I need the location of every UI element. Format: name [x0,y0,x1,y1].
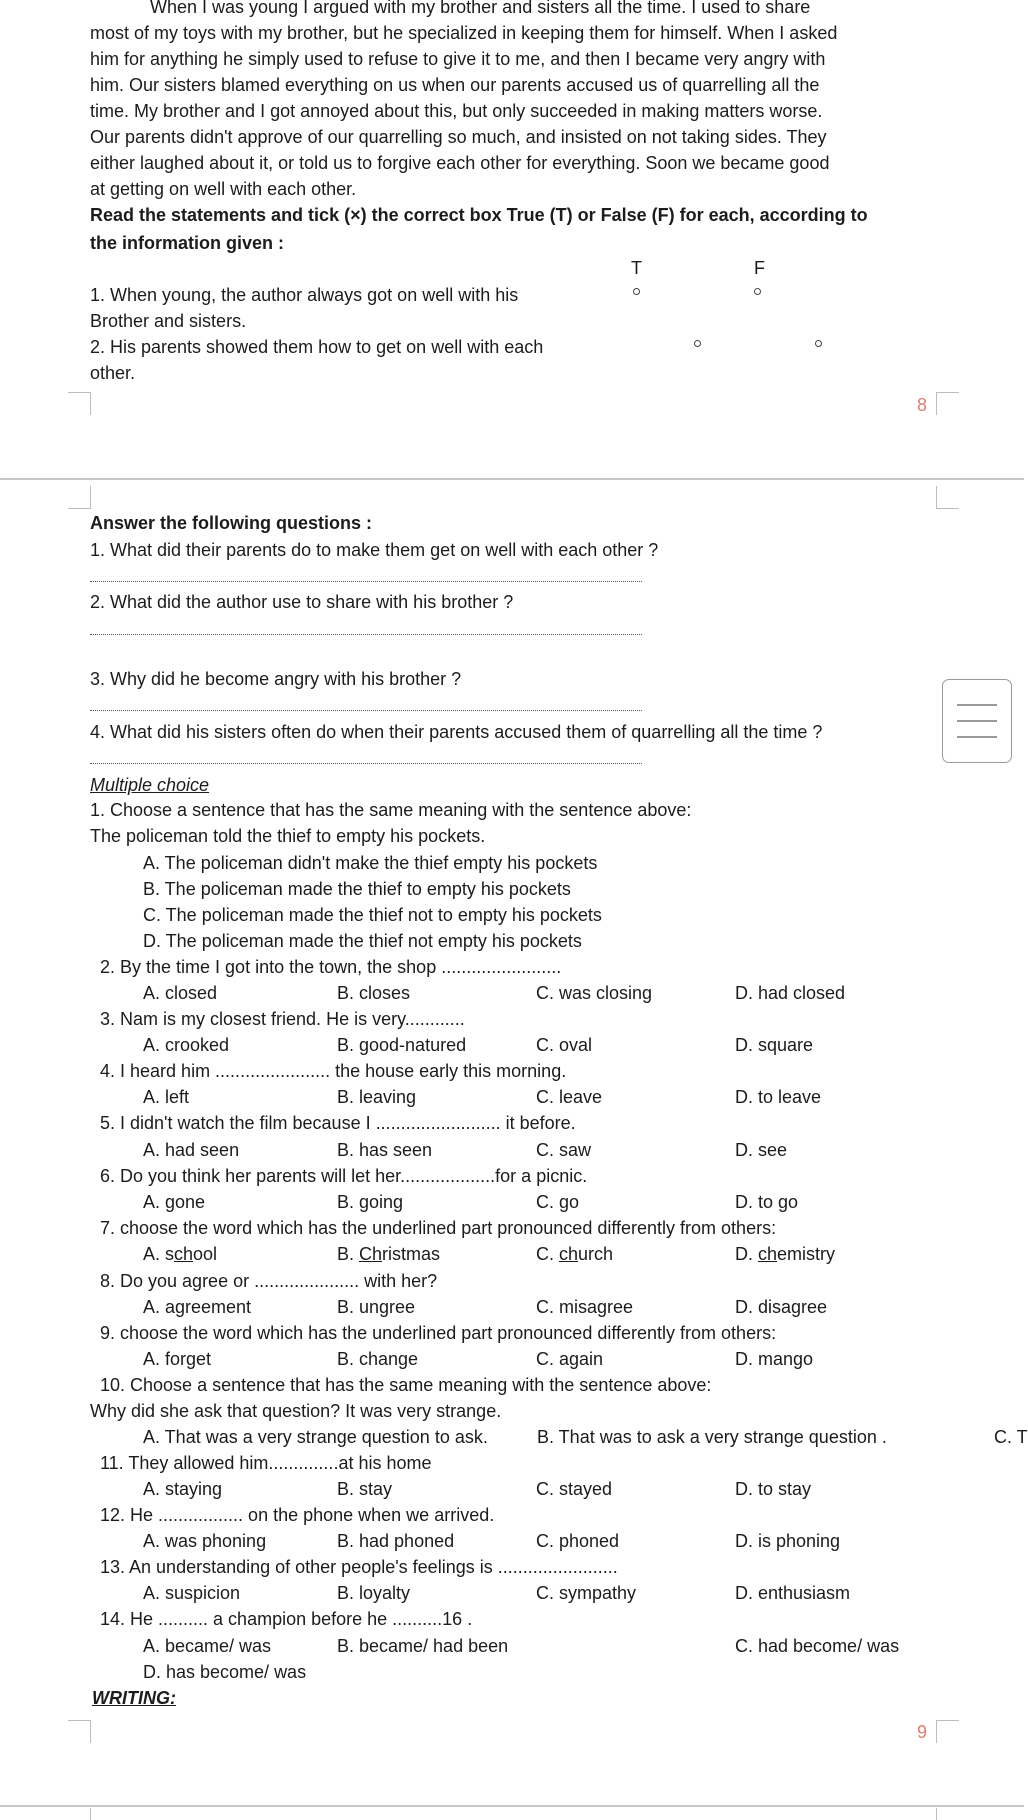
mc-option[interactable]: D. is phoning [735,1531,841,1551]
mc-option[interactable]: C. phoned [536,1531,620,1551]
mc-option[interactable]: D. The policeman made the thief not empty his pockets [143,931,582,951]
page-number: 8 [917,395,928,415]
mc-stem: 9. choose the word which has the underlined part pronounced differently from others: [100,1323,777,1343]
tf1-true-radio[interactable] [633,288,640,295]
writing-heading: WRITING: [92,1688,176,1708]
mc-stem: 8. Do you agree or ..................... with her? [100,1271,438,1291]
mc-option[interactable]: B. has seen [337,1140,433,1160]
mc-option[interactable] [735,1241,835,1267]
mc-option[interactable]: B. ungree [337,1297,416,1317]
multiple-choice-heading: Multiple choice [90,775,210,795]
underlined-part: ch [174,1244,194,1264]
question-text: 4. What did his sisters often do when their parents accused them of quarrelling all the time ? [90,722,823,742]
mc-stem: 1. Choose a sentence that has the same meaning with the sentence above: [90,800,692,820]
passage-line: When I was young I argued with my brother and sisters all the time. I used to share [150,0,811,17]
answer-line[interactable] [90,634,642,635]
mc-option[interactable]: C. misagree [536,1297,634,1317]
mc-stem: 2. By the time I got into the town, the shop ........................ [100,957,562,977]
mc-option[interactable]: A. left [143,1087,190,1107]
passage-line: at getting on well with each other. [90,179,357,199]
mc-option[interactable]: A. had seen [143,1140,240,1160]
text-lines-icon-bar [957,720,997,722]
mc-option[interactable]: C. again [536,1349,604,1369]
page-separator [0,478,1024,480]
mc-option[interactable]: D. to go [735,1192,799,1212]
mc-option[interactable]: C. had become/ was [735,1636,900,1656]
option-prefix: B. [337,1244,360,1264]
mc-stem: 13. An understanding of other people's feelings is ........................ [100,1557,618,1577]
mc-option[interactable]: A. forget [143,1349,212,1369]
page-corner-mark [936,392,959,415]
question-text: 3. Why did he become angry with his brother ? [90,669,462,689]
text-lines-button[interactable] [942,679,1012,763]
passage-line: Our parents didn't approve of our quarrelling so much, and insisted on not taking sides. They [90,127,827,147]
mc-stem: 14. He .......... a champion before he ..........16 . [100,1609,473,1629]
mc-option[interactable]: A. That was a very strange question to ask. [143,1427,488,1447]
option-prefix: A. s [143,1244,175,1264]
option-suffix: ool [193,1244,218,1264]
mc-option[interactable]: D. mango [735,1349,814,1369]
mc-option[interactable]: C. go [536,1192,580,1212]
text-lines-icon [957,704,997,706]
option-prefix: D. [735,1244,759,1264]
mc-option[interactable]: D. has become/ was [143,1662,307,1682]
page-corner-mark [68,392,91,415]
option-suffix: emistry [777,1244,836,1264]
mc-option[interactable]: B. The policeman made the thief to empty his pockets [143,879,571,899]
mc-option[interactable]: C. stayed [536,1479,613,1499]
tf-statement: Brother and sisters. [90,311,247,331]
column-true-label: T [631,258,642,278]
mc-option[interactable]: D. to leave [735,1087,822,1107]
question-text: 2. What did the author use to share with his brother ? [90,592,514,612]
question-text: 1. What did their parents do to make them get on well with each other ? [90,540,659,560]
mc-stem: 11. They allowed him..............at his home [100,1453,432,1473]
tf-instruction: the information given : [90,233,285,253]
mc-option[interactable]: A. gone [143,1192,206,1212]
questions-heading: Answer the following questions : [90,513,373,533]
mc-option[interactable]: D. disagree [735,1297,828,1317]
tf-statement: 1. When young, the author always got on well with his [90,285,519,305]
mc-option[interactable]: A. suspicion [143,1583,241,1603]
mc-option[interactable]: A. agreement [143,1297,252,1317]
mc-option[interactable]: A. became/ was [143,1636,272,1656]
mc-option[interactable]: C. sympathy [536,1583,637,1603]
mc-option[interactable]: C. T [994,1427,1028,1447]
mc-option[interactable]: A. crooked [143,1035,230,1055]
option-prefix: C. [536,1244,560,1264]
mc-option[interactable]: B. That was to ask a very strange question . [537,1427,887,1447]
tf1-false-radio[interactable] [754,288,761,295]
page-corner-mark [936,1808,937,1820]
passage-line: most of my toys with my brother, but he specialized in keeping them for himself. When I asked [90,23,838,43]
answer-line[interactable] [90,710,642,711]
tf-instruction: Read the statements and tick (×) the correct box True (T) or False (F) for each, according to [90,205,868,225]
mc-option[interactable]: B. going [337,1192,404,1212]
option-suffix: ristmas [382,1244,441,1264]
passage-line: either laughed about it, or told us to forgive each other for everything. Soon we became good [90,153,830,173]
mc-stem: 3. Nam is my closest friend. He is very............ [100,1009,465,1029]
page-corner-mark [90,1808,91,1820]
mc-option[interactable]: C. leave [536,1087,603,1107]
mc-option[interactable] [143,1241,217,1267]
mc-option[interactable]: C. oval [536,1035,593,1055]
column-false-label: F [754,258,765,278]
page-corner-mark [68,1720,91,1743]
mc-option[interactable]: C. saw [536,1140,592,1160]
page-separator [0,1805,1024,1807]
page-corner-mark [936,1720,959,1743]
passage-line: him for anything he simply used to refuse to give it to me, and then I became very angry with [90,49,826,69]
passage-line: him. Our sisters blamed everything on us when our parents accused us of quarrelling all the [90,75,820,95]
answer-line[interactable] [90,763,642,764]
mc-option[interactable]: D. see [735,1140,788,1160]
tf-statement: other. [90,363,136,383]
mc-option[interactable]: D. had closed [735,983,846,1003]
page-number: 9 [917,1722,928,1742]
mc-option[interactable]: A. The policeman didn't make the thief empty his pockets [143,853,598,873]
passage-line: time. My brother and I got annoyed about this, but only succeeded in making matters worse. [90,101,823,121]
page-corner-mark [936,486,959,509]
mc-option[interactable]: B. leaving [337,1087,417,1107]
mc-option[interactable]: B. had phoned [337,1531,455,1551]
mc-option[interactable]: B. good-natured [337,1035,467,1055]
mc-option[interactable]: B. loyalty [337,1583,411,1603]
mc-option[interactable]: C. was closing [536,983,653,1003]
answer-line[interactable] [90,581,642,582]
mc-option[interactable]: B. closes [337,983,411,1003]
option-suffix: urch [578,1244,614,1264]
underlined-part: ch [758,1244,778,1264]
underlined-part: Ch [359,1244,383,1264]
mc-stem: 6. Do you think her parents will let her...................for a picnic. [100,1166,588,1186]
tf-statement: 2. His parents showed them how to get on well with each [90,337,544,357]
mc-option[interactable]: A. was phoning [143,1531,267,1551]
mc-stem: 7. choose the word which has the underlined part pronounced differently from others: [100,1218,777,1238]
tf2-false-radio[interactable] [815,340,822,347]
mc-stem: 5. I didn't watch the film because I ......................... it before. [100,1113,576,1133]
mc-stem: 4. I heard him ....................... the house early this morning. [100,1061,567,1081]
mc-option[interactable]: D. square [735,1035,814,1055]
text-lines-icon-bar [957,736,997,738]
mc-sentence: Why did she ask that question? It was very strange. [90,1401,502,1421]
mc-option[interactable]: A. closed [143,983,218,1003]
mc-stem: 12. He ................. on the phone when we arrived. [100,1505,495,1525]
mc-option[interactable] [536,1241,613,1267]
mc-option[interactable]: D. to stay [735,1479,812,1499]
mc-option[interactable]: D. enthusiasm [735,1583,851,1603]
mc-stem: 10. Choose a sentence that has the same meaning with the sentence above: [100,1375,712,1395]
mc-option[interactable]: C. The policeman made the thief not to empty his pockets [143,905,602,925]
mc-option[interactable]: A. staying [143,1479,223,1499]
mc-sentence: The policeman told the thief to empty his pockets. [90,826,486,846]
mc-option[interactable] [337,1241,440,1267]
mc-option[interactable]: B. became/ had been [337,1636,509,1656]
tf2-true-radio[interactable] [694,340,701,347]
page-corner-mark [68,486,91,509]
mc-option[interactable]: B. change [337,1349,419,1369]
mc-option[interactable]: B. stay [337,1479,393,1499]
underlined-part: ch [559,1244,579,1264]
